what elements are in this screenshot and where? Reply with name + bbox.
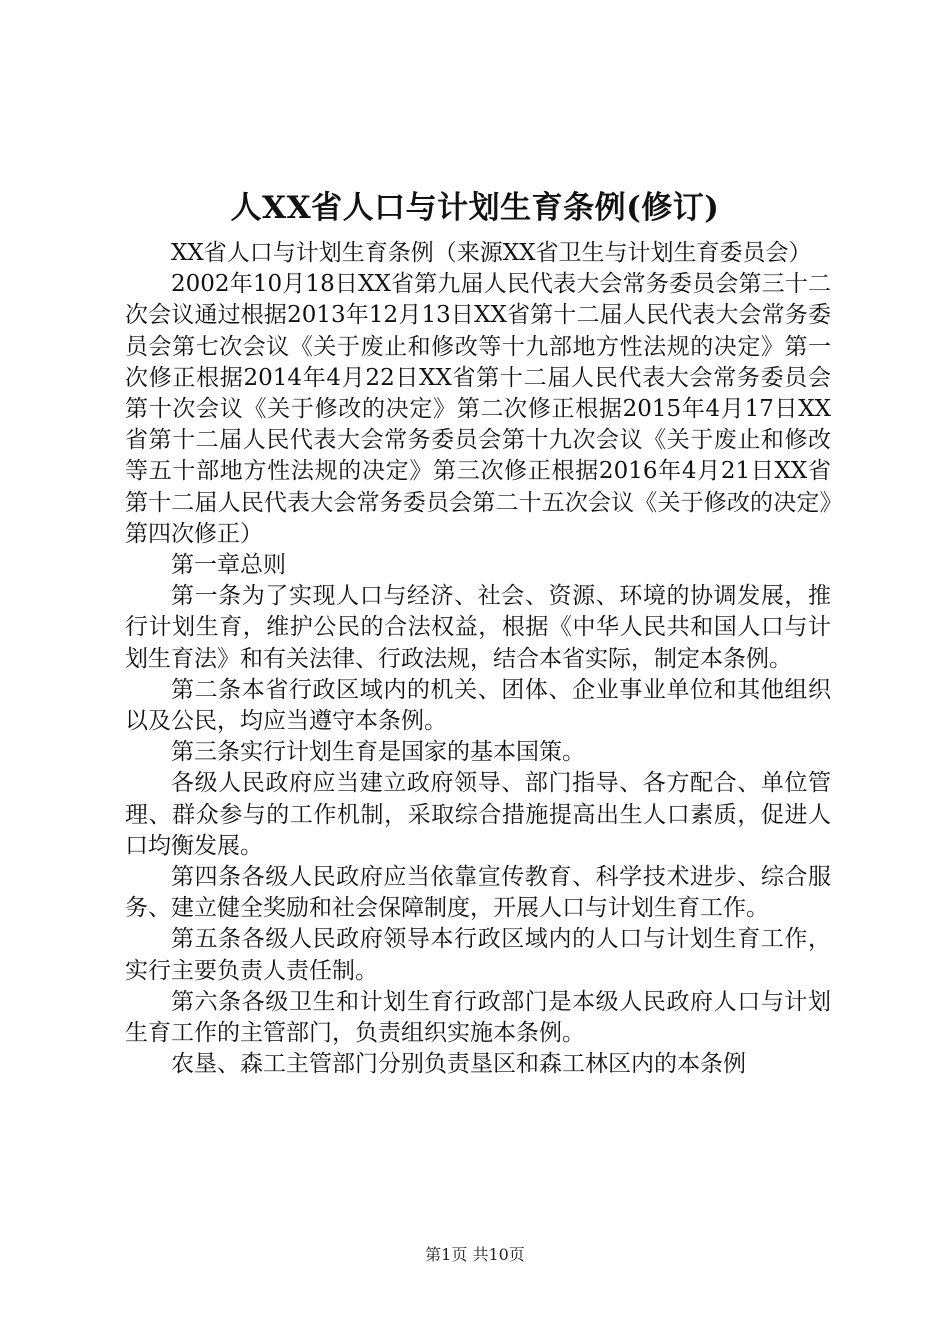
article-4: 第四条各级人民政府应当依靠宣传教育、科学技术进步、综合服务、建立健全奖励和社会保障制度，开展人口与计划生育工作。 [125, 864, 831, 922]
article-3: 第三条实行计划生育是国家的基本国策。 [171, 739, 585, 766]
article-5: 第五条各级人民政府领导本行政区域内的人口与计划生育工作，实行主要负责人责任制。 [125, 926, 831, 984]
article-6: 第六条各级卫生和计划生育行政部门是本级人民政府人口与计划生育工作的主管部门，负责组织实施本条例。 [125, 988, 831, 1047]
paragraph-revision-history: 2002年10月18日XX省第九届人民代表大会常务委员会第三十二次会议通过根据2013年12月13日XX省第十二届人民代表大会常务委员会第七次会议《关于废止和修改等十九部地方性法规的决定》第一次修正根据2014年4月22日XX省第十二届人民代表大会常务委员会第十次会议《关于修改的决定》第二次修正根据2015年4月17日XX省第十二届人民代表大会常务委员会第十九次会议《关于废止和修改等五十部地方性法规的决定》第三次修正根据2016年4月21日XX省第十二届人民代表大会常务委员会第二十五次会议《关于修改的决定》第四次修正） [125, 271, 831, 547]
paragraph-source: XX省人口与计划生育条例（来源XX省卫生与计划生育委员会） [171, 240, 812, 266]
article-6-clause: 农垦、森工主管部门分别负责垦区和森工林区内的本条例 [171, 1051, 746, 1078]
chapter-heading: 第一章总则 [171, 552, 286, 579]
article-2: 第二条本省行政区域内的机关、团体、企业事业单位和其他组织以及公民，均应当遵守本条例。 [125, 676, 831, 735]
article-3-clause: 各级人民政府应当建立政府领导、部门指导、各方配合、单位管理、群众参与的工作机制，采取综合措施提高出生人口素质，促进人口均衡发展。 [125, 770, 831, 859]
article-1: 第一条为了实现人口与经济、社会、资源、环境的协调发展，推行计划生育，维护公民的合法权益，根据《中华人民共和国人口与计划生育法》和有关法律、行政法规，结合本省实际，制定本条例。 [125, 583, 831, 672]
document-body [125, 238, 831, 1080]
document-title: 人XX省人口与计划生育条例(修订) [230, 190, 720, 226]
page-number: 第1页 共10页 [425, 1245, 525, 1264]
